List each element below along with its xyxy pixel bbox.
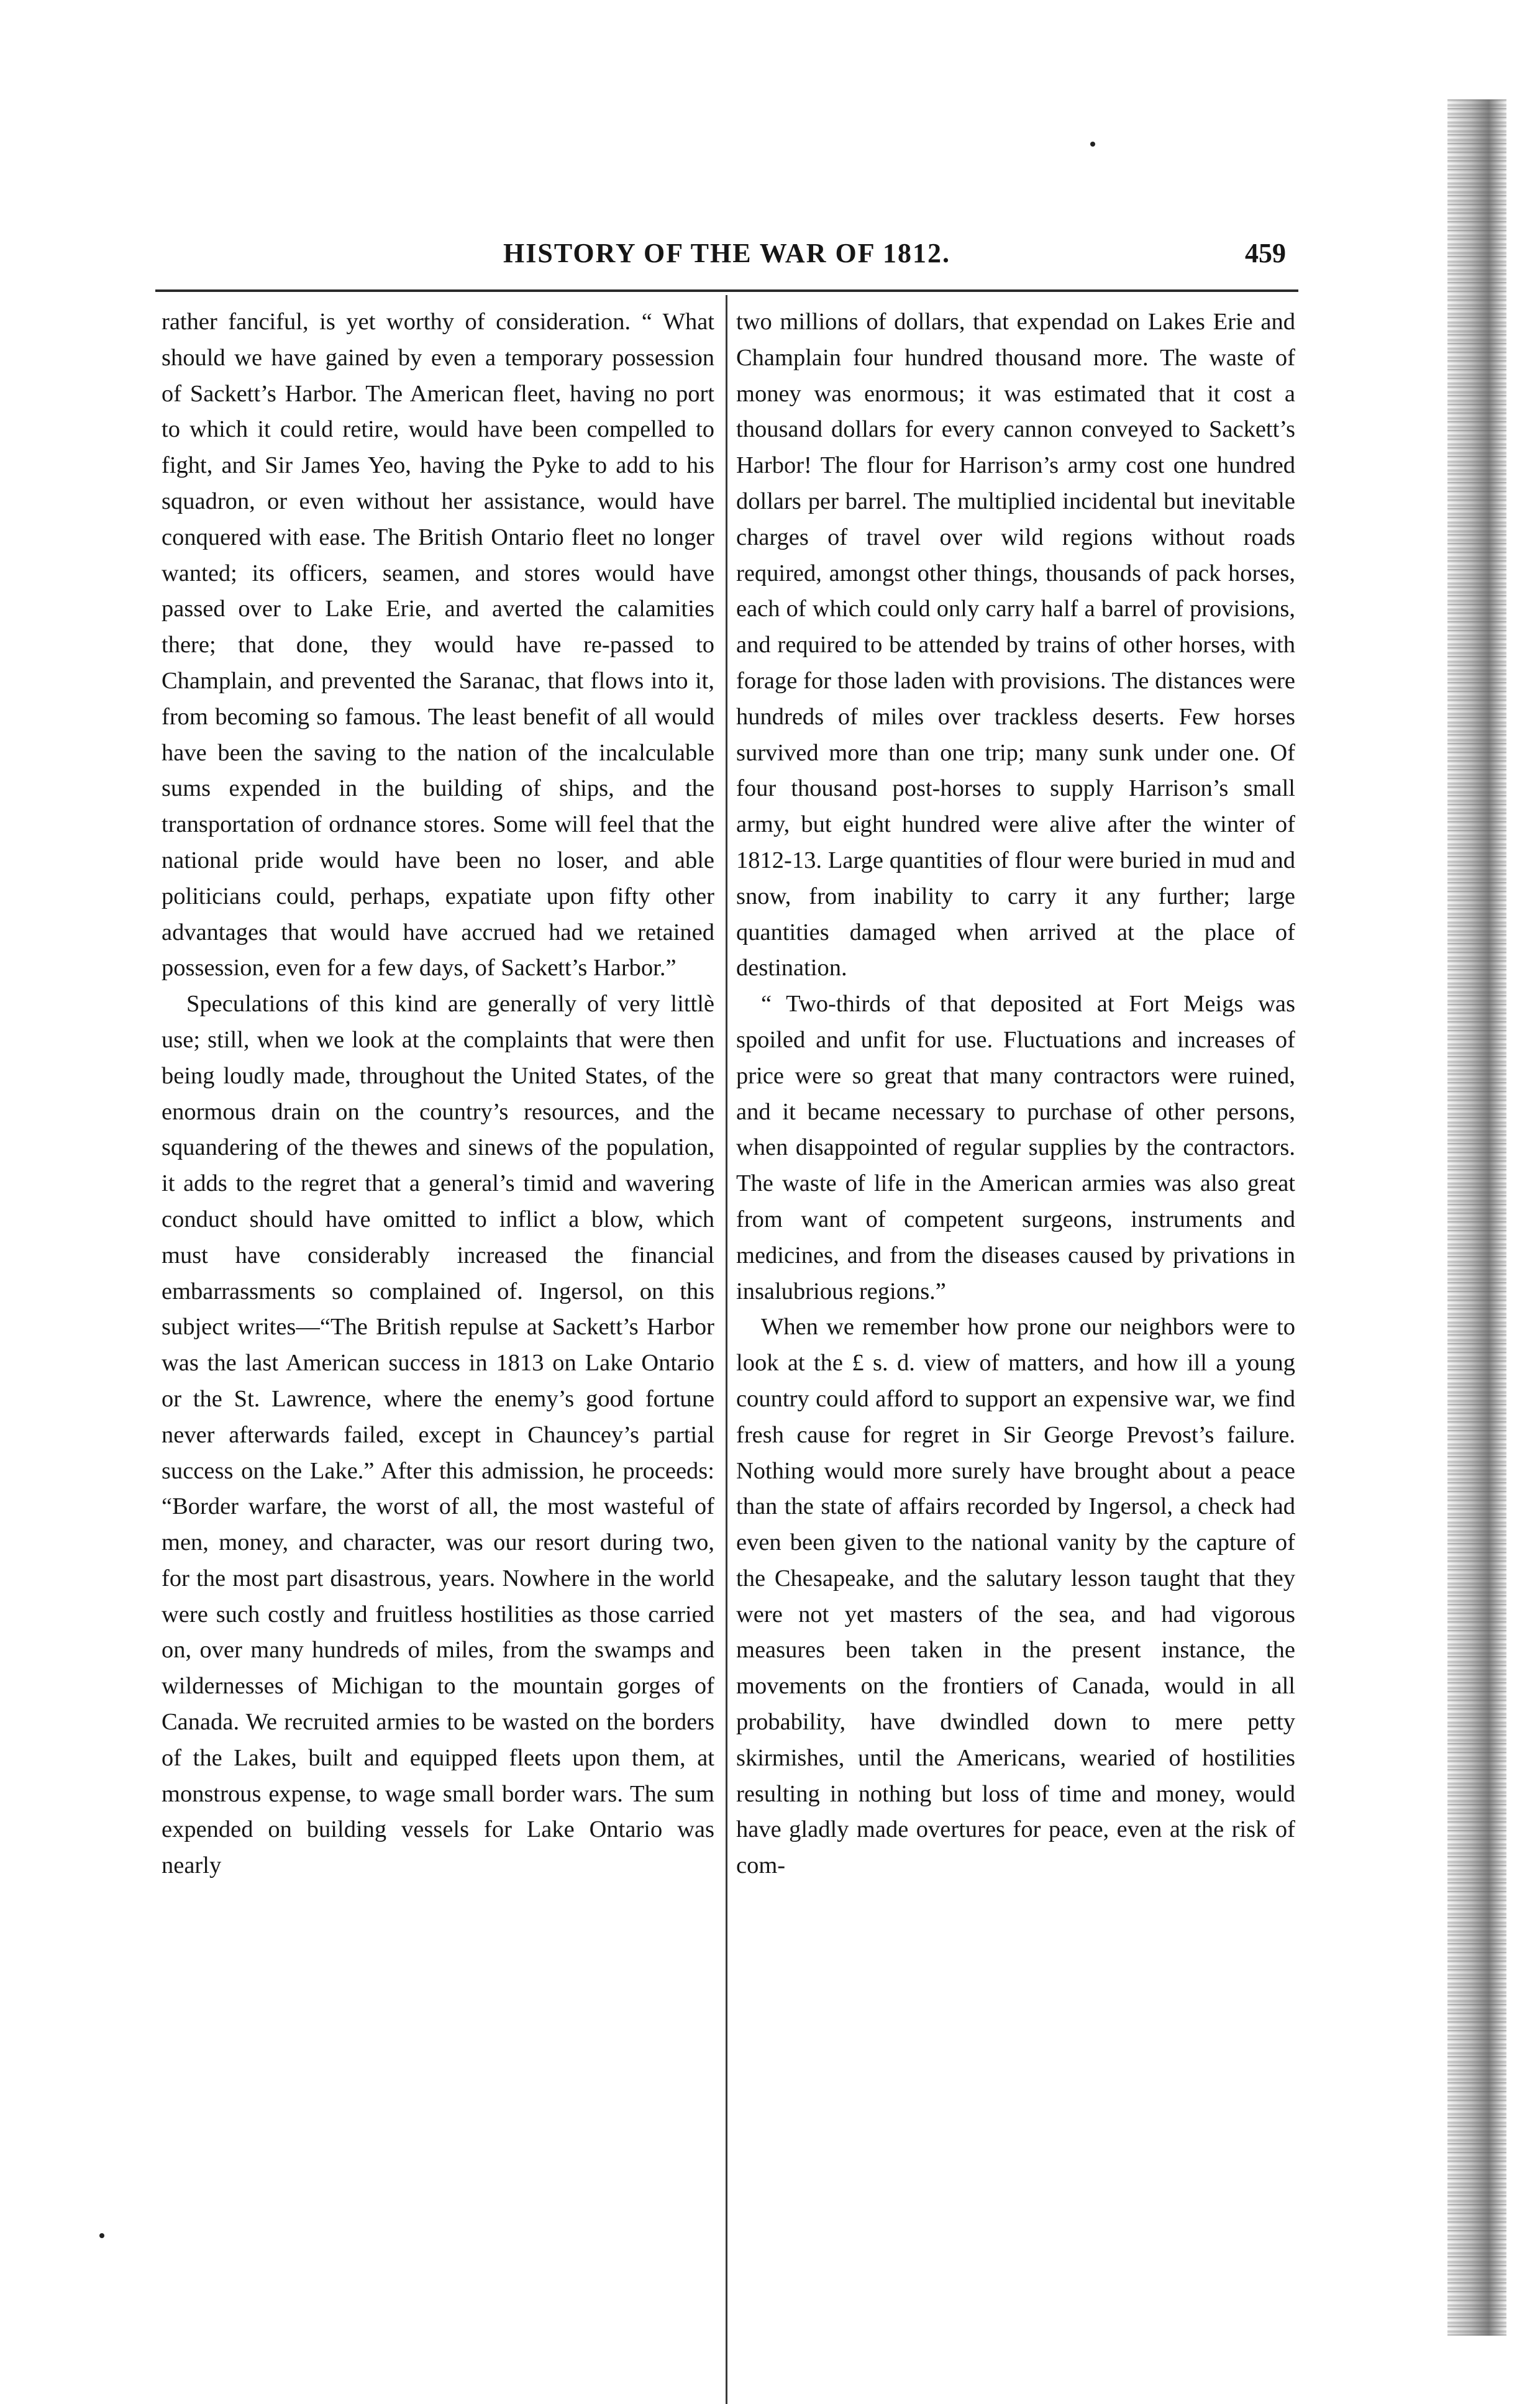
paragraph: rather fanciful, is yet worthy of consideration. “ What should we have gained by even a temporary possession of Sackett’s Harbor. The American fleet, having no port to which it could retire, would have been compelled to fight, and Sir James Yeo, having the Pyke to add to his squadron, or even without her assistance, would have conquered with ease. The British Ontario fleet no longer wanted; its officers, seamen, and stores would have passed over to Lake Erie, and averted the calamities there; that done, they would have re-passed to Champlain, and prevented the Saranac, that flows into it, from becoming so famous. The least benefit of all would have been the saving to the nation of the incalculable sums expended in the building of ships, and the transportation of ordnance stores. Some will feel that the national pride would have been no loser, and able politicians could, perhaps, expatiate upon fifty other advantages that would have accrued had we retained possession, even for a few days, of Sackett’s Harbor.”: [162, 309, 714, 981]
running-header: [162, 237, 1292, 287]
paragraph: When we remember how prone our neighbors were to look at the £ s. d. view of matters, and how ill a young country could afford to support an expensive war, we find fresh cause for regret in Sir George Prevost’s failure. Nothing would more surely have brought about a peace than the state of affairs recorded by Ingersol, a check had even been given to the national vanity by the capture of the Chesapeake, and the salutary lesson taught that they were not yet masters of the sea, and had vigorous measures been taken in the present instance, the movements on the frontiers of Canada, would in all probability, have dwindled down to mere petty skirmishes, until the Americans, wearied of hostilities resulting in nothing but loss of time and money, would have gladly made overtures for peace, even at the risk of com-: [736, 1314, 1295, 1879]
column-divider: [726, 295, 727, 2404]
running-title: HISTORY OF THE WAR OF 1812.: [503, 238, 950, 268]
header-rule: [155, 289, 1298, 292]
paragraph: Speculations of this kind are generally of very littlè use; still, when we look at the complaints that were then being loudly made, throughout the United States, of the enormous drain on the country’s resources, and the squandering of the thewes and sinews of the population, it adds to the regret that a general’s timid and wavering conduct should have omitted to inflict a blow, which must have considerably increased the financial embarrassments so complained of. Ingersol, on this subject writes—“The British repulse at Sackett’s Harbor was the last American success in 1813 on Lake Ontario or the St. Lawrence, where the enemy’s good fortune never afterwards failed, except in Chauncey’s partial success on the Lake.” After this admission, he proceeds: “Border warfare, the worst of all, the most wasteful of men, money, and character, was our resort during two, for the most part disastrous, years. Nowhere in the world were such costly and fruitless hostilities as those carried on, over many hundreds of miles, from the swamps and wildernesses of Michigan to the mountain gorges of Canada. We recruited armies to be wasted on the borders of the Lakes, built and equipped fleets upon them, at monstrous expense, to wage small border wars. The sum expended on building vessels for Lake Ontario was nearly: [162, 991, 714, 1879]
paragraph: two millions of dollars, that expendad on Lakes Erie and Champlain four hundred thousand more. The waste of money was enormous; it was estimated that it cost a thousand dollars for every cannon conveyed to Sackett’s Harbor! The flour for Harrison’s army cost one hundred dollars per barrel. The multiplied incidental but inevitable charges of travel over wild regions without roads required, amongst other things, thousands of pack horses, each of which could only carry half a barrel of provisions, and required to be attended by trains of other horses, with forage for those laden with provisions. The distances were hundreds of miles over trackless deserts. Few horses survived more than one trip; many sunk under one. Of four thousand post-horses to supply Harrison’s small army, but eight hundred were alive after the winter of 1812-13. Large quantities of flour were buried in mud and snow, from inability to carry it any further; large quantities damaged when arrived at the place of destination.: [736, 309, 1295, 981]
scan-speck: [1090, 142, 1095, 147]
page-number: 459: [1245, 238, 1286, 268]
right-column: [736, 304, 1295, 1884]
paragraph: “ Two-thirds of that deposited at Fort Meigs was spoiled and unfit for use. Fluctuations and increases of price were so great that many contractors were ruined, and it became necessary to purchase of other persons, when disappointed of regular supplies by the contractors. The waste of life in the American armies was also great from want of competent surgeons, instruments and medicines, and from the diseases caused by privations in insalubrious regions.”: [736, 991, 1295, 1304]
left-column: [162, 304, 714, 1884]
scan-speck: [99, 2233, 104, 2238]
scanned-page-edge: [1447, 99, 1506, 2336]
